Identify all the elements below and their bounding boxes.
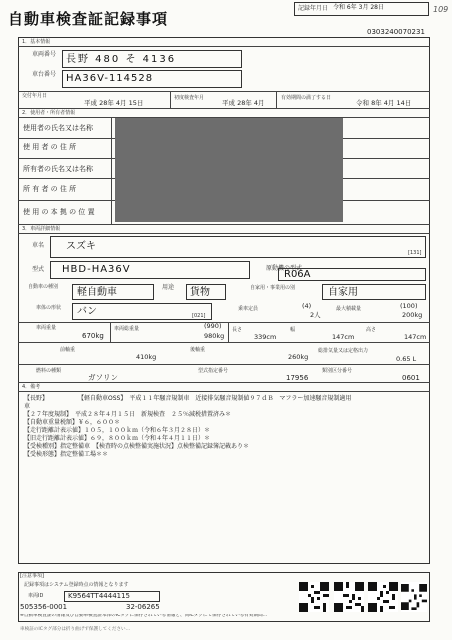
document-number: 0303240070231: [367, 28, 425, 36]
reg-no-label: 車両番号: [32, 51, 57, 58]
remark-line-6: 【旧走行距離計表示値】６９，８００ｋｍ（令和４年４月１１日）＊: [24, 435, 211, 442]
vehicle-type: 軽自動車: [77, 287, 117, 298]
type-no: 17956: [286, 374, 309, 382]
width: 147cm: [332, 333, 355, 341]
handwritten-code: 109: [433, 5, 449, 14]
body-label: 車体の形状: [36, 305, 62, 311]
height: 147cm: [404, 333, 427, 341]
section2-title: 2．使用者・所有者情報: [22, 110, 76, 116]
weight: 670kg: [82, 332, 104, 340]
expiry-date: 令和 8年 4月 14日: [356, 99, 412, 107]
owner-name-label: 所有者の氏名又は名称: [23, 165, 93, 173]
remark-line-1: 【長野】 【軽自動車OSS】 平成１１年騒音規制車 近接排気騒音規制値９７ｄＢ マフラー加速騒音規制適用: [24, 395, 352, 402]
rear-axle-label: 後軸重: [190, 347, 206, 353]
user-name-label: 使用者の氏名又は名称: [23, 124, 93, 132]
code-right: 32-06265: [126, 603, 160, 611]
section4-title: 4．備考: [22, 384, 41, 390]
rear-axle: 260kg: [288, 353, 309, 361]
use-label: 用途: [162, 284, 175, 291]
maker: スズキ: [66, 241, 96, 252]
issue-date: 平成 28年 4月 15日: [84, 99, 144, 107]
maker-label: 車名: [32, 242, 45, 249]
body-code: [021]: [192, 313, 206, 319]
class-no: 0601: [402, 374, 420, 382]
remark-line-2: 車: [24, 403, 55, 410]
weight-label: 車両重量: [36, 325, 57, 331]
qr-code-2: [334, 582, 364, 612]
model: HBD-HA36V: [62, 264, 131, 275]
gross: 980kg: [204, 332, 225, 340]
max-load: 200kg: [402, 311, 423, 319]
length-label: 長さ: [232, 327, 243, 333]
record-date-label: 記録年月日: [298, 5, 329, 12]
remark-line-3: 【２７年度規制】 平成２８年４月１５日 新規検査 ２５％減税措置済み＊: [24, 411, 232, 418]
owner-address-label: 所 有 者 の 住 所: [23, 185, 77, 193]
capacity: 2人: [310, 311, 321, 319]
displacement-label: 総排気量又は定格出力: [318, 348, 369, 354]
qr-code-4: [401, 582, 427, 612]
front-axle: 410kg: [136, 353, 157, 361]
issue-date-label: 交付年月日: [22, 93, 48, 99]
record-date: 令和 6年 3月 28日: [333, 4, 384, 11]
notes-title: [注意事項]: [20, 573, 44, 579]
vehicle-id-label: 車両ID: [28, 593, 44, 599]
private: 自家用: [328, 287, 358, 298]
front-axle-label: 前軸重: [60, 347, 76, 353]
note-ic: ※自動車検査証の情報及び自動車検査証本体のICタグに保存されている情報と、同ICタグにて保存されている有効期間…: [20, 614, 268, 618]
use: 貨物: [190, 287, 210, 298]
remark-line-7: 【受検種別】指定整備車 【検査時の点検整備実施状況】点検整備記録簿記載あり＊: [24, 443, 250, 450]
model-label: 型式: [32, 266, 45, 273]
gross-label: 車両総重量: [114, 326, 140, 332]
length: 339cm: [254, 333, 277, 341]
remark-line-4: 【自動車重量税額】￥６，６００＊: [24, 419, 121, 426]
engine-label: 原動機の型式: [266, 265, 303, 272]
engine: R06A: [284, 269, 311, 280]
maker-code: [131]: [408, 250, 422, 256]
remark-line-8: 【受検形態】指定整備工場＊＊: [24, 451, 109, 458]
reg-no: 長野 480 そ 4136: [66, 54, 177, 65]
vehicle-id: K9564TT4444115: [68, 592, 131, 600]
type-no-label: 型式指定番号: [198, 368, 229, 374]
qr-code-3: [368, 582, 398, 612]
capacity-paren: (4): [302, 302, 312, 310]
capacity-label: 乗車定員: [238, 306, 259, 312]
section3-title: 3．車両詳細情報: [22, 226, 61, 232]
first-reg-label: 初度検査年月: [174, 95, 205, 101]
width-label: 幅: [290, 327, 296, 333]
chassis-label: 車台番号: [32, 71, 57, 78]
fuel-label: 燃料の種類: [36, 368, 62, 374]
note-tag: 車検証のICタグ部分は折り曲げず保護してください…: [20, 627, 131, 632]
expiry-label: 有効期間の満了する日: [281, 95, 332, 101]
gross-paren: (990): [204, 322, 222, 330]
user-address-label: 使 用 者 の 住 所: [23, 143, 77, 151]
section1-title: 1．基本情報: [22, 39, 51, 45]
base-location-label: 使 用 の 本 拠 の 位 置: [23, 208, 95, 216]
displacement: 0.65 L: [396, 355, 417, 363]
vehicle-type-label: 自動車の種別: [28, 284, 59, 290]
page-title: 自動車検査証記録事項: [8, 10, 169, 28]
first-reg-date: 平成 28年 4月: [222, 99, 265, 107]
height-label: 高さ: [366, 327, 377, 333]
class-no-label: 類別区分番号: [322, 368, 353, 374]
remark-line-5: 【走行距離計表示値】１０５，１００ｋｍ（令和６年３月２８日）＊: [24, 427, 211, 434]
fuel: ガソリン: [88, 373, 118, 382]
max-load-label: 最大積載量: [336, 306, 362, 312]
qr-code-1: [299, 582, 329, 612]
redaction-block: [115, 118, 343, 222]
code-left: 505356-0001: [20, 603, 68, 611]
body-shape: バン: [77, 306, 97, 317]
maker-box: [50, 236, 426, 258]
chassis-number: HA36V-114528: [66, 73, 154, 84]
max-load-paren: (100): [400, 302, 418, 310]
private-label: 自家用・事業用の別: [250, 285, 296, 291]
note-system: 記録事項はシステム登録時点の情報となります: [24, 582, 129, 588]
